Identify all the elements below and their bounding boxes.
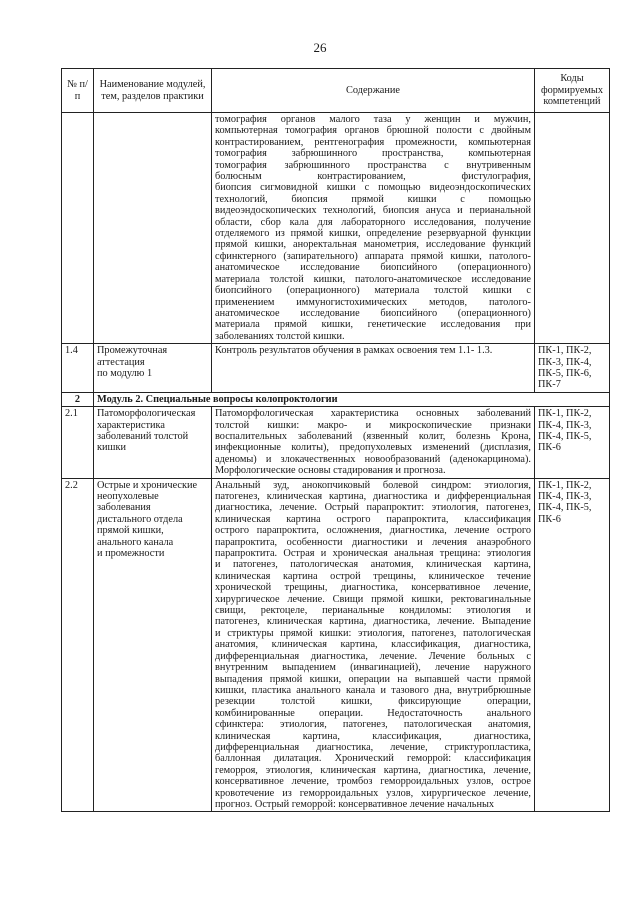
text-line: ПК-5, ПК-6, bbox=[538, 367, 592, 379]
text-line: томография забрюшинного пространства с внутривенным bbox=[215, 159, 531, 171]
cell-codes bbox=[535, 407, 610, 478]
page-number: 26 bbox=[313, 40, 327, 55]
text-line: прогноз. Острый геморрой: консервативное лечение начальных bbox=[215, 798, 495, 810]
text-line: ПК-1, ПК-2, bbox=[538, 479, 592, 491]
cell-name bbox=[94, 407, 212, 478]
text-line: Патоморфологическая bbox=[97, 408, 196, 420]
text-line: ПК-4, ПК-3, bbox=[538, 419, 592, 431]
text-line: воспалительных заболеваний (язвенный колит, болезнь Крона, bbox=[215, 430, 531, 442]
header-num: № п/п bbox=[62, 69, 94, 113]
text-line: анатомическое исследование биопсийного (операционного) bbox=[215, 307, 531, 319]
text-line: заболевания bbox=[97, 502, 151, 514]
text-line: технологий, биопсия прямой кишки с помощью bbox=[215, 193, 531, 205]
text-line: ПК-1, ПК-2, bbox=[538, 408, 592, 420]
text-line: диагностика, лечение. Острый парапроктит: этиология, патогенез, bbox=[215, 502, 531, 514]
text-line: и патогенез, патологическая анатомия, клиническая картина, bbox=[215, 559, 531, 571]
text-line: клиническая картина, классификация, диагностика, bbox=[215, 730, 531, 742]
cell-codes bbox=[535, 344, 610, 393]
header-name: Наименование модулей, тем, разделов практики bbox=[94, 69, 212, 113]
text-line: дифференциальная диагностика, лечение, стриктуропластика, bbox=[215, 741, 531, 753]
table-row-continuation bbox=[62, 113, 610, 344]
text-line: Промежуточная bbox=[97, 345, 168, 357]
text-line: Патоморфологическая характеристика основных заболеваний bbox=[215, 408, 531, 420]
text-line: ПК-4, ПК-5, bbox=[538, 502, 592, 514]
text-line: ПК-4, ПК-3, bbox=[538, 491, 592, 502]
cell-codes bbox=[535, 478, 610, 812]
cell-content: Контроль результатов обучения в рамках освоения тем 1.1- 1.3. bbox=[212, 344, 535, 393]
text-line: контрастированием, рентгенография промежности, компьютерная bbox=[215, 136, 531, 148]
text-line: толстой кишки: макро- и микроскопические признаки bbox=[215, 419, 531, 431]
text-line: прямой кишки, аноректальная манометрия, исследование функций bbox=[215, 239, 531, 251]
text-line: прямой кишки, bbox=[97, 525, 164, 537]
cell-num-empty bbox=[62, 113, 94, 344]
text-line: томография органов малого таза у женщин и мужчин, bbox=[215, 114, 531, 125]
text-line: баллонная дилатация. Хронический геморрой: классификация bbox=[215, 753, 531, 765]
cell-content bbox=[212, 478, 535, 812]
table-row-1-4 bbox=[62, 344, 610, 393]
text-line: биопсия сигмовидной кишки с помощью видеоэндоскопических bbox=[215, 182, 531, 194]
text-line: анатомия, клиническая картина, классификация, диагностика, bbox=[215, 639, 531, 651]
text-line: инфекционные колиты), предопухолевых изменений (дисплазия, bbox=[215, 442, 531, 454]
curriculum-table bbox=[61, 68, 610, 812]
text-line: комбинированные операции. Недостаточность анального bbox=[215, 707, 531, 719]
text-line: Анальный зуд, анокопчиковый болевой синдром: этиология, bbox=[215, 479, 531, 491]
cell-content bbox=[212, 113, 535, 344]
text-line: клиническая картина острого парапроктита, классификация bbox=[215, 513, 531, 525]
text-line: сфинктерного (запирательного) аппарата прямой кишки, патолого- bbox=[215, 250, 531, 262]
text-line: ПК-1, ПК-2, bbox=[538, 345, 592, 357]
cell-content bbox=[212, 407, 535, 478]
text-line: и стриктуры прямой кишки: этиология, патогенез, патологическая bbox=[215, 627, 531, 639]
text-line: аттестация bbox=[97, 356, 145, 368]
text-line: болюсным контрастированием, фистулография, bbox=[215, 171, 531, 183]
header-codes: Коды формируемых компетенций bbox=[535, 69, 610, 113]
text-line: заболеваний толстой bbox=[97, 430, 189, 442]
text-line: и промежности bbox=[97, 548, 165, 560]
text-line: клиническая картина острой трещины, клиническое течение bbox=[215, 570, 531, 582]
text-line: применением иммуногистохимических методов, патолого- bbox=[215, 296, 531, 308]
text-line: томография забрюшинного пространства, компьютерная bbox=[215, 148, 531, 160]
text-line: заболеваниях толстой кишки. bbox=[215, 330, 345, 342]
cell-num: 2 bbox=[62, 392, 94, 406]
text-line: Морфологические основы стадирования и прогноза. bbox=[215, 465, 446, 477]
text-line: неопухолевые bbox=[97, 491, 159, 502]
table-row-2-2 bbox=[62, 478, 610, 812]
module-title: Модуль 2. Специальные вопросы колопроктологии bbox=[94, 392, 610, 406]
text-line: ПК-3, ПК-4, bbox=[538, 356, 592, 368]
text-line: компьютерная томография органов брюшной полости с двойным bbox=[215, 125, 531, 137]
text-line: ПК-6 bbox=[538, 442, 561, 454]
cell-num: 2.1 bbox=[62, 407, 94, 478]
text-line: сфинктера: этиология, патогенез, патологическая анатомия, bbox=[215, 719, 531, 731]
text-line: анального канала bbox=[97, 536, 174, 548]
text-line: характеристика bbox=[97, 419, 165, 431]
text-line: внутренним выпадением (инвагинацией), лечение наружного bbox=[215, 662, 531, 674]
text-line: аденомы) и злокачественных новообразований (аденокарцинома). bbox=[215, 453, 531, 465]
text-line: острого парапроктита, осложнения, диагностика, лечение острого bbox=[215, 525, 531, 537]
cell-name bbox=[94, 344, 212, 393]
text-line: дистального отдела bbox=[97, 513, 183, 525]
table-header-row bbox=[62, 69, 610, 113]
text-line: кишки bbox=[97, 442, 126, 454]
text-line: кишки, пластика анального канала и тазового дна, внутрибрюшные bbox=[215, 684, 531, 696]
text-line: ПК-7 bbox=[538, 379, 561, 391]
cell-num: 1.4 bbox=[62, 344, 94, 393]
cell-name-empty bbox=[94, 113, 212, 344]
text-line: биопсийного (операционного) материала толстой кишки с bbox=[215, 285, 531, 297]
text-line: Острые и хронические bbox=[97, 479, 198, 491]
text-line: парапроктита, особенности диагностики и лечения анаэробного bbox=[215, 536, 531, 548]
text-line: хронической трещины, диагностика, консервативное лечение, bbox=[215, 582, 531, 594]
text-line: видеоэндоскопических технологий, биопсия ануса и перианальной bbox=[215, 205, 531, 217]
text-line: материала прямой кишки, генетические исследования при bbox=[215, 319, 531, 331]
text-line: ПК-4, ПК-5, bbox=[538, 430, 592, 442]
table-row-module-2 bbox=[62, 392, 610, 406]
cell-codes-empty bbox=[535, 113, 610, 344]
cell-name bbox=[94, 478, 212, 812]
text-line: консервативное лечение, тромбоз геморроидальных узлов, острое bbox=[215, 776, 531, 788]
text-line: материала толстой кишки, патолого-анатомическое исследование bbox=[215, 273, 531, 285]
text-line: резекции толстой кишки, фиксирующие операции, bbox=[215, 696, 531, 708]
text-line: анатомическое исследование биопсийного (операционного) bbox=[215, 262, 531, 274]
text-line: кровотечение из геморроидальных узлов, хирургическое лечение, bbox=[215, 787, 531, 799]
text-line: патогенез, клиническая картина, диагностика и дифференциальная bbox=[215, 491, 531, 502]
table-row-2-1 bbox=[62, 407, 610, 478]
text-line: дифференциальная диагностика, лечение. Лечение больных с bbox=[215, 650, 531, 662]
text-line: выпадения прямой кишки, операции на выпавшей части прямой bbox=[215, 673, 531, 685]
text-line: хирургическое лечение. Свищи прямой кишки, ректовагинальные bbox=[215, 593, 531, 605]
text-line: патогенез, клиническая картина, диагностика, лечение. Выпадение bbox=[215, 616, 531, 628]
text-line: свищи, ректоцеле, перианальные кондиломы: этиология и bbox=[215, 605, 531, 617]
text-line: геморроя, этиология, клиническая картина, диагностика, лечение, bbox=[215, 764, 531, 776]
header-content: Содержание bbox=[212, 69, 535, 113]
text-line: по модулю 1 bbox=[97, 367, 153, 379]
text-line: области, сбор кала для лабораторного исследования, получение bbox=[215, 216, 531, 228]
text-line: парапроктита. Острая и хроническая анальная трещина: этиология bbox=[215, 548, 531, 560]
text-line: отделяемого из прямой кишки, определение резервуарной функции bbox=[215, 228, 531, 240]
text-line: ПК-6 bbox=[538, 513, 561, 525]
cell-num: 2.2 bbox=[62, 478, 94, 812]
